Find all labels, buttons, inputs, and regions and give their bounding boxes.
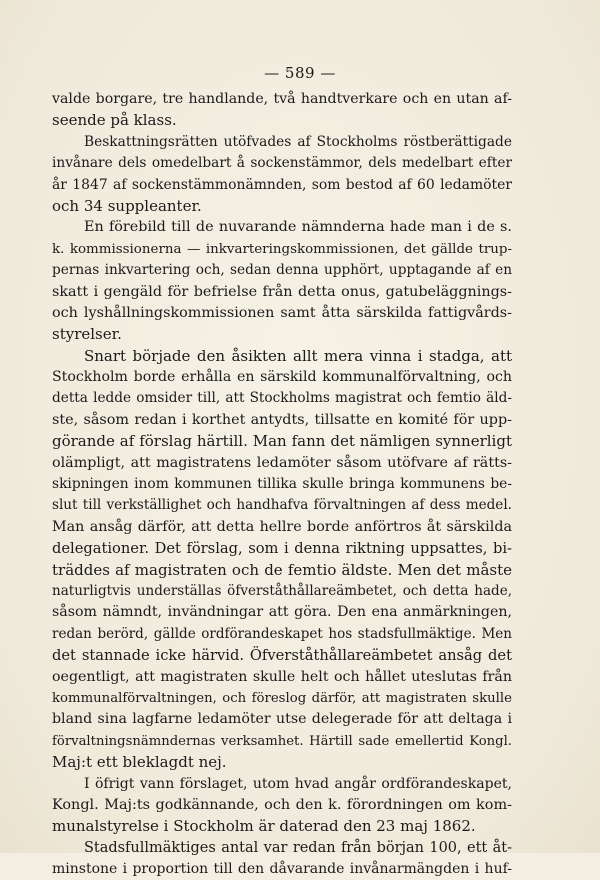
text-line: redan berörd, gällde ordförandeskapet hos stadsfullmäktige. Men xyxy=(52,625,512,642)
text-line: pernas inkvartering och, sedan denna upphört, upptagande af en xyxy=(52,262,512,279)
text-line: minstone i proportion till den dåvarande invånarmängden i huf- xyxy=(52,861,512,878)
text-line: och lyshållningskommissionen samt åtta särskilda fattigvårds- xyxy=(52,304,512,321)
text-line: detta ledde omsider till, att Stockholms magistrat och femtio äld- xyxy=(52,390,512,407)
text-line: seende på klass. xyxy=(52,111,177,130)
text-line: invånare dels omedelbart å sockenstämmor, dels medelbart efter xyxy=(52,155,512,172)
text-line: I öfrigt vann förslaget, utom hvad angår ordförandeskapet, xyxy=(84,775,512,792)
text-line: styrelser. xyxy=(52,325,122,344)
text-line: och 34 suppleanter. xyxy=(52,196,202,215)
text-line: Man ansåg därför, att detta hellre borde anförtros åt särskilda xyxy=(52,518,512,535)
text-line: oegentligt, att magistraten skulle helt och hållet uteslutas från xyxy=(52,668,512,685)
text-line: kommunalförvaltningen, och föreslog därför, att magistraten skulle xyxy=(52,690,512,706)
text-line: ste, såsom redan i korthet antydts, tillsatte en komité för upp- xyxy=(52,411,512,428)
text-line: Kongl. Maj:ts godkännande, och den k. förordningen om kom- xyxy=(52,796,512,813)
text-line: munalstyrelse i Stockholm är daterad den 23 maj 1862. xyxy=(52,817,476,836)
text-line: delegationer. Det förslag, som i denna riktning uppsattes, bi- xyxy=(52,540,512,558)
text-line: träddes af magistraten och de femtio äldste. Men det måste xyxy=(52,560,512,579)
text-line: Stockholm borde erhålla en särskild kommunalförvaltning, och xyxy=(52,369,512,386)
text-line: olämpligt, att magistratens ledamöter såsom utöfvare af rätts- xyxy=(52,454,512,471)
text-line: skatt i gengäld för befrielse från detta onus, gatubeläggnings- xyxy=(52,283,512,300)
text-line: förvaltningsnämndernas verksamhet. Härtill sade emellertid Kongl. xyxy=(52,733,512,749)
text-line: det stannade icke härvid. Öfverståthållareämbetet ansåg det xyxy=(52,647,512,665)
text-line: valde borgare, tre handlande, två handtverkare och en utan af- xyxy=(52,91,512,107)
page-number: — 589 — xyxy=(264,64,336,82)
text-line: k. kommissionerna — inkvarteringskommissionen, det gällde trup- xyxy=(52,241,512,257)
text-line: slut till verkställighet och handhafva förvaltningen af dess medel. xyxy=(52,497,512,514)
text-line: Beskattningsrätten utöfvades af Stockholms röstberättigade xyxy=(84,133,512,150)
text-line: såsom nämndt, invändningar att göra. Den ena anmärkningen, xyxy=(52,604,512,621)
text-line: bland sina lagfarne ledamöter utse delegerade för att deltaga i xyxy=(52,711,512,728)
text-line: görande af förslag härtill. Man fann det nämligen synnerligt xyxy=(52,432,512,451)
text-line: En förebild till de nuvarande nämnderna hade man i de s. xyxy=(84,219,512,236)
text-line: år 1847 af sockenstämmonämnden, som bestod af 60 ledamöter xyxy=(52,176,512,193)
text-line: naturligtvis underställas öfverståthållareämbetet, och detta hade, xyxy=(52,582,512,599)
text-line: skipningen inom kommunen tillika skulle bringa kommunens be- xyxy=(52,476,512,493)
text-line: Maj:t ett bleklagdt nej. xyxy=(52,753,227,772)
body-text xyxy=(52,89,512,880)
text-line: Snart började den åsikten allt mera vinna i stadga, att xyxy=(84,346,512,365)
text-line: Stadsfullmäktiges antal var redan från början 100, ett åt- xyxy=(84,839,512,856)
